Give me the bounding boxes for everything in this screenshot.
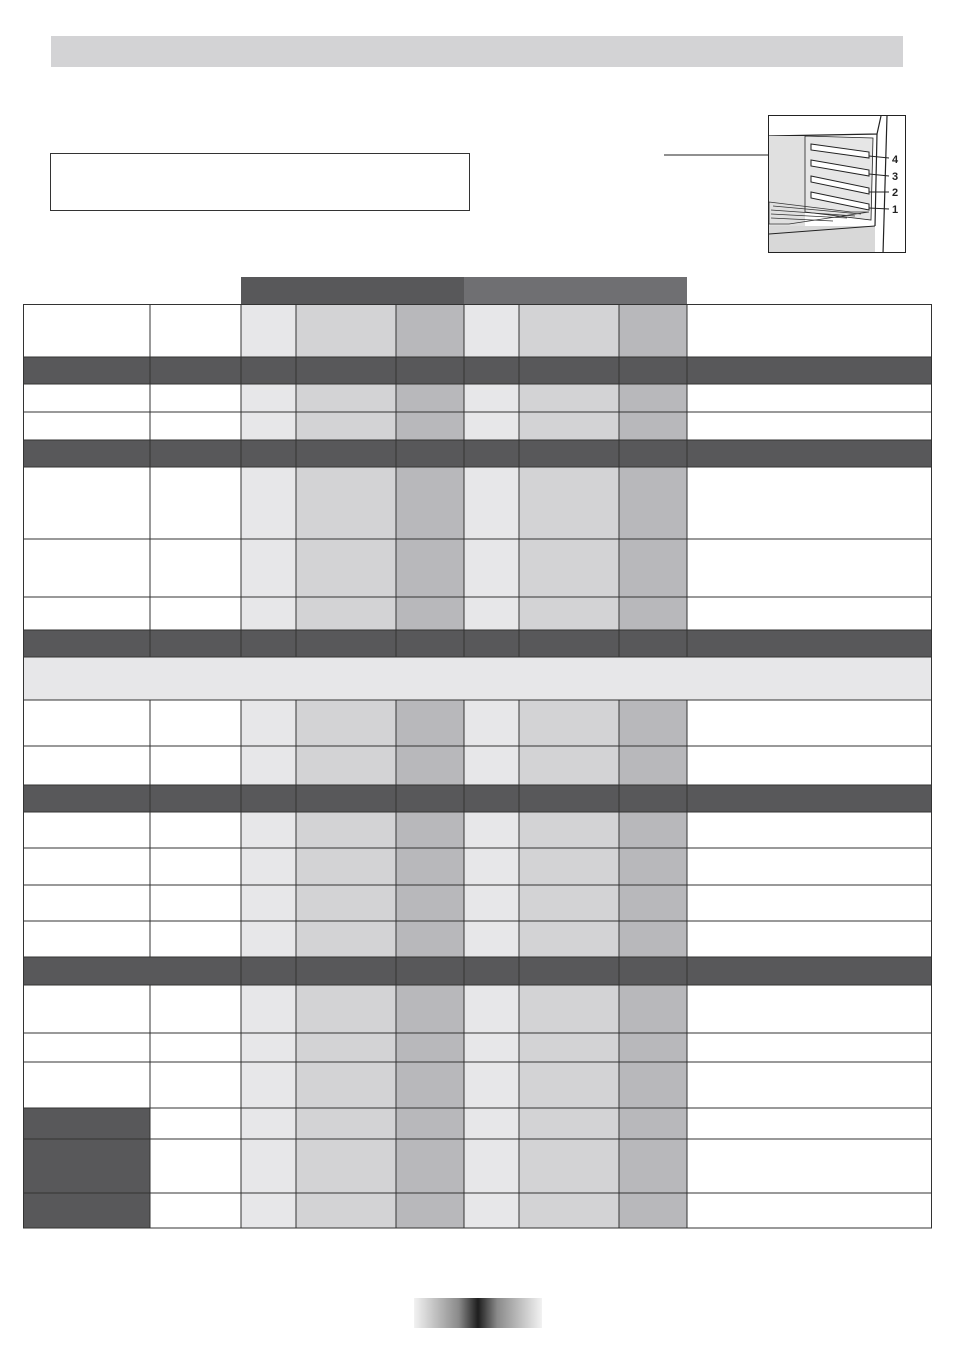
table-cell [296,848,396,885]
table-cell [150,746,241,785]
table-cell [464,921,519,957]
table-cell [519,1108,619,1139]
table-cell [396,1108,464,1139]
note-row [23,657,932,700]
table-cell [619,885,687,921]
table-cell [519,1193,619,1228]
table-cell [396,1033,464,1062]
table-cell [687,412,932,440]
table-cell [296,384,396,412]
table-cell [296,921,396,957]
table-cell [687,700,932,746]
shelf-position-3: 3 [892,171,899,183]
table-cell [241,1033,296,1062]
table-cell [687,1193,932,1228]
table-cell [296,1108,396,1139]
table-cell [619,539,687,597]
table-cell [150,304,241,357]
table-cell [23,700,150,746]
table-cell [519,746,619,785]
table-cell [241,384,296,412]
table-cell [687,985,932,1033]
table-cell [687,1062,932,1108]
table-cell [396,985,464,1033]
table-cell [519,1139,619,1193]
table-cell [619,1108,687,1139]
table-cell [619,812,687,848]
section-band [23,357,932,384]
table-cell [23,885,150,921]
table-cell [687,597,932,630]
table-cell [396,746,464,785]
table-cell [687,467,932,539]
table-cell [519,1062,619,1108]
table-cell [464,412,519,440]
table-cell [296,885,396,921]
table-cell [241,746,296,785]
table-cell [150,597,241,630]
table-cell [519,985,619,1033]
table-cell [619,384,687,412]
table-cell [150,985,241,1033]
table-cell [396,1139,464,1193]
table-cell [464,812,519,848]
table-cell [464,467,519,539]
table-cell [241,921,296,957]
table-cell [687,304,932,357]
table-cell [619,985,687,1033]
table-cell [396,412,464,440]
table-cell [464,700,519,746]
table-cell [150,1193,241,1228]
column-group-header-right [464,277,687,305]
table-cell [23,921,150,957]
table-cell [619,848,687,885]
table-cell [296,700,396,746]
table-cell [241,597,296,630]
table-cell [464,885,519,921]
table-cell [396,1062,464,1108]
shelf-position-1: 1 [892,204,899,216]
table-cell [519,921,619,957]
table-cell [23,985,150,1033]
table-cell [241,1193,296,1228]
table-cell [23,1108,150,1139]
table-cell [464,746,519,785]
table-cell [464,304,519,357]
table-cell [296,304,396,357]
table-cell [241,1108,296,1139]
table-cell [687,746,932,785]
table-cell [150,812,241,848]
table-cell [687,384,932,412]
table-cell [241,539,296,597]
table-cell [464,985,519,1033]
table-cell [687,539,932,597]
table-cell [396,384,464,412]
table-cell [619,597,687,630]
table-cell [464,384,519,412]
table-cell [396,1193,464,1228]
table-cell [23,304,150,357]
note-box [50,153,470,211]
table-cell [241,1062,296,1108]
table-cell [687,812,932,848]
table-cell [519,885,619,921]
table-cell [519,384,619,412]
table-cell [396,921,464,957]
table-cell [519,812,619,848]
table-cell [241,812,296,848]
table-cell [396,467,464,539]
table-cell [296,1033,396,1062]
table-cell [464,539,519,597]
table-cell [396,848,464,885]
table-cell [296,597,396,630]
table-cell [619,412,687,440]
section-band [23,785,932,812]
table-cell [23,1033,150,1062]
table-cell [396,812,464,848]
table-cell [23,812,150,848]
table-cell [464,1139,519,1193]
section-band [23,440,932,467]
table-cell [619,467,687,539]
table-cell [150,1139,241,1193]
table-cell [23,848,150,885]
table-cell [687,921,932,957]
table-cell [396,539,464,597]
table-cell [150,1108,241,1139]
cooking-table [23,304,932,1229]
table-cell [23,467,150,539]
table-cell [464,1033,519,1062]
table-cell [687,848,932,885]
table-cell [241,304,296,357]
table-cell [241,412,296,440]
table-cell [619,304,687,357]
section-band [23,630,932,657]
table-cell [23,384,150,412]
table-cell [23,597,150,630]
table-cell [241,700,296,746]
table-cell [241,885,296,921]
column-group-header-left [241,277,464,305]
table-cell [396,304,464,357]
table-cell [296,412,396,440]
table-cell [687,1033,932,1062]
table-cell [619,700,687,746]
table-cell [296,1193,396,1228]
table-cell [150,539,241,597]
table-cell [396,597,464,630]
table-cell [396,885,464,921]
table-cell [519,597,619,630]
table-cell [296,985,396,1033]
table-cell [23,1193,150,1228]
table-cell [296,746,396,785]
table-cell [619,1033,687,1062]
table-cell [150,700,241,746]
table-cell [241,985,296,1033]
table-cell [23,1062,150,1108]
table-cell [687,1139,932,1193]
table-cell [519,304,619,357]
table-cell [519,539,619,597]
table-cell [619,1139,687,1193]
table-cell [150,1062,241,1108]
table-cell [464,1193,519,1228]
table-cell [296,1062,396,1108]
table-cell [687,1108,932,1139]
table-cell [519,467,619,539]
table-cell [519,1033,619,1062]
table-cell [23,746,150,785]
table-cell [464,597,519,630]
table-cell [23,539,150,597]
table-cell [23,1139,150,1193]
table-cell [296,812,396,848]
table-cell [150,384,241,412]
table-cell [150,848,241,885]
table-cell [296,539,396,597]
table-cell [150,412,241,440]
table-cell [619,1193,687,1228]
table-cell [619,746,687,785]
table-cell [150,1033,241,1062]
table-cell [619,1062,687,1108]
table-cell [241,467,296,539]
oven-shelf-illustration [768,115,906,253]
table-cell [464,1108,519,1139]
table-cell [519,848,619,885]
table-cell [464,848,519,885]
table-cell [150,921,241,957]
table-cell [519,700,619,746]
section-band [23,957,932,985]
table-cell [296,467,396,539]
shelf-position-4: 4 [892,154,899,166]
table-cell [464,1062,519,1108]
header-bar [51,36,903,67]
table-cell [519,412,619,440]
table-cell [150,885,241,921]
table-cell [241,1139,296,1193]
table-cell [619,921,687,957]
table-cell [396,700,464,746]
shelf-position-2: 2 [892,187,899,199]
table-cell [23,412,150,440]
table-cell [241,848,296,885]
table-cell [687,885,932,921]
page-number-tab [414,1298,542,1328]
table-cell [296,1139,396,1193]
table-cell [150,467,241,539]
